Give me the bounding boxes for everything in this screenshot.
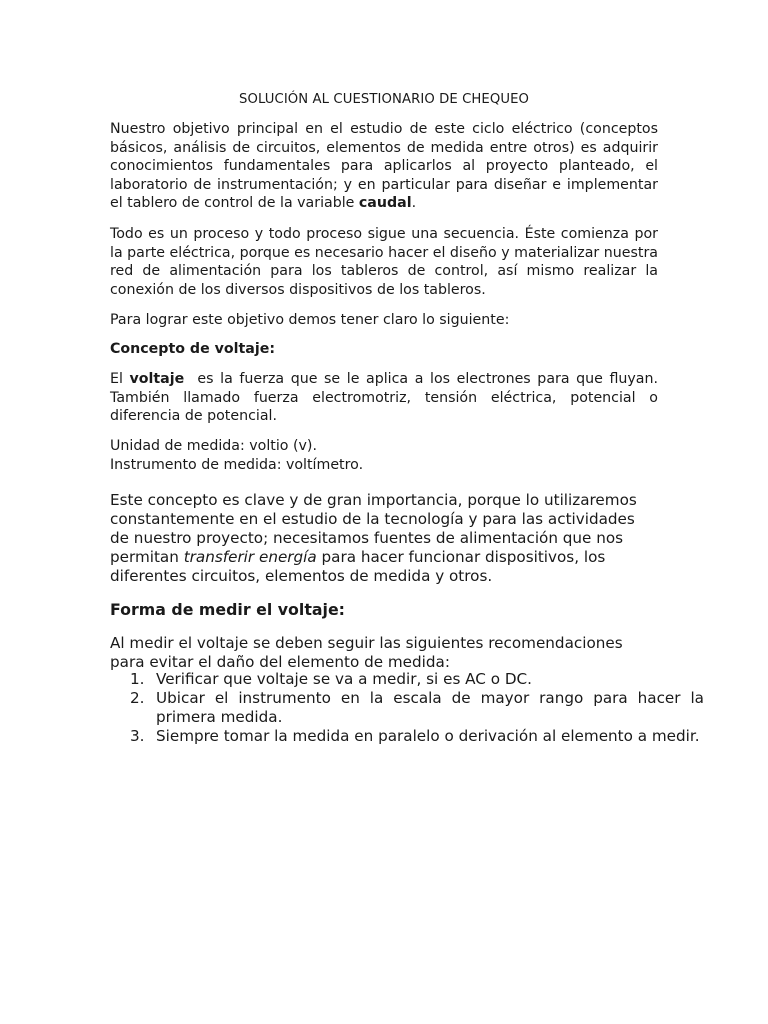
importance-text: Este concepto es clave y de gran importancia, porque lo utilizaremos constantemente en el estudio de la tecnología y para las actividades de nuestro proyecto; necesitamos fuentes de alimentación que nos permitan [110,491,637,566]
objective-line: Para lograr este objetivo demos tener claro lo siguiente: [110,312,510,328]
importance-paragraph [110,491,658,586]
unit-block [110,437,658,474]
list-number: 1. [130,670,145,688]
steps-list [110,670,704,746]
measure-intro: Al medir el voltaje se deben seguir las siguientes recomendaciones para evitar el daño del elemento de medida: [110,634,623,671]
list-number: 3. [130,727,145,745]
list-text: Siempre tomar la medida en paralelo o derivación al elemento a medir. [156,727,700,745]
document-title: SOLUCIÓN AL CUESTIONARIO DE CHEQUEO [239,92,529,107]
voltage-definition [110,370,663,426]
intro-paragraph [110,120,658,213]
importance-end: para hacer funcionar dispositivos, los diferentes circuitos, elementos de medida y otros. [110,548,606,585]
unit-line: Unidad de medida: voltio (v). [110,438,317,454]
measure-heading: Forma de medir el voltaje: [110,600,345,619]
list-item [130,670,704,689]
importance-italic: transferir energía [183,548,317,566]
list-text: Verificar que voltaje se va a medir, si es AC o DC. [156,670,532,688]
voltage-term: voltaje [129,371,185,387]
voltage-prefix: El [110,371,130,387]
intro-text: Nuestro objetivo principal en el estudio de este ciclo eléctrico (conceptos básicos, análisis de circuitos, elementos de medida entre otros) es adquirir conocimientos fundamentales para aplicarlos al proyecto planteado, el laboratorio de instrumentación; y en particular para diseñar e implementar el tablero de control de la variable [110,121,658,212]
list-item [130,689,704,727]
sequence-paragraph: Todo es un proceso y todo proceso sigue una secuencia. Éste comienza por la parte eléctrica, porque es necesario hacer el diseño y materializar nuestra red de alimentación para los tableros de control, así mismo realizar la conexión de los diversos dispositivos de los tableros. [110,226,658,298]
voltage-heading: Concepto de voltaje: [110,341,276,357]
instrument-line: Instrumento de medida: voltímetro. [110,456,364,473]
voltage-description: es la fuerza que se le aplica a los electrones para que fluyan. También llamado fuerza electromotriz, tensión eléctrica, potencial o diferencia de potencial. [110,371,663,425]
list-item [130,727,704,746]
intro-bold-variable: caudal [358,195,412,212]
list-text: Ubicar el instrumento en la escala de mayor rango para hacer la primera medida. [156,689,704,726]
intro-end: . [411,195,417,212]
list-number: 2. [130,689,145,707]
